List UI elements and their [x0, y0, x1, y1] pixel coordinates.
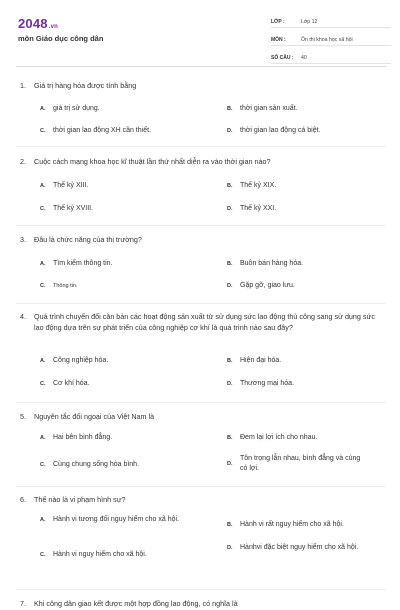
option-text: Thế kỷ XXI. — [240, 205, 277, 212]
option-letter: C. — [40, 381, 46, 387]
option-letter: A. — [40, 435, 46, 441]
logo-domain: .vn — [48, 24, 59, 30]
option-text: Gặp gỡ, giao lưu. — [240, 282, 295, 289]
option-b[interactable] — [227, 181, 392, 191]
option-text: Thế kỷ XIX. — [240, 182, 277, 189]
option-a[interactable] — [40, 356, 200, 366]
meta-key: LỚP : — [271, 19, 285, 25]
question-text: Cuộc cách mạng khoa học kĩ thuật lần thứ nhất diễn ra vào thời gian nào? — [34, 157, 271, 166]
option-letter: D. — [227, 206, 233, 212]
option-b[interactable] — [227, 520, 392, 530]
option-text: Cùng chung sống hòa bình. — [53, 461, 140, 468]
question-5 — [16, 403, 386, 487]
question-number: 5. — [20, 412, 26, 421]
question-number: 1. — [20, 81, 26, 90]
site-logo[interactable] — [18, 16, 58, 31]
meta-subject — [271, 32, 391, 46]
option-text: Hiện đại hóa. — [240, 357, 282, 364]
question-text: Đâu là chức năng của thị trường? — [34, 235, 142, 244]
option-b[interactable] — [227, 433, 392, 443]
subject-title: môn Giáo dục công dân — [18, 34, 104, 43]
question-stem — [20, 234, 378, 245]
option-c[interactable] — [40, 281, 200, 291]
option-letter: A. — [40, 183, 46, 189]
option-a[interactable] — [40, 104, 200, 114]
option-letter: B. — [227, 261, 233, 267]
option-text: Công nghiệp hóa. — [53, 357, 109, 364]
option-a[interactable] — [40, 259, 200, 269]
question-text: Giá trị hàng hóa được tính bằng — [34, 81, 137, 90]
question-stem — [20, 80, 378, 91]
option-letter: A. — [40, 358, 46, 364]
option-letter: C. — [40, 283, 46, 289]
logo-text: 2048 — [18, 16, 48, 31]
option-letter: B. — [227, 183, 233, 189]
option-letter: B. — [227, 106, 233, 112]
option-c[interactable] — [40, 460, 200, 470]
question-number: 7. — [20, 599, 26, 608]
option-b[interactable] — [227, 259, 392, 269]
question-text: Thế nào là vi phạm hình sự? — [34, 495, 126, 504]
question-number: 2. — [20, 157, 26, 166]
question-7 — [16, 590, 386, 610]
option-letter: A. — [40, 517, 46, 523]
option-text: Thế kỷ XVIII. — [53, 205, 94, 212]
option-letter: C. — [40, 462, 46, 468]
option-text: thời gian lao động XH cần thiết. — [53, 127, 151, 134]
option-letter: A. — [40, 261, 46, 267]
option-text: Buôn bán hàng hóa. — [240, 260, 304, 267]
option-d[interactable] — [227, 543, 392, 553]
option-a[interactable] — [40, 433, 200, 443]
option-letter: B. — [227, 435, 233, 441]
option-letter: D. — [227, 381, 233, 387]
question-number: 4. — [20, 312, 26, 321]
option-letter: D. — [227, 545, 233, 551]
question-6 — [16, 487, 386, 590]
option-d[interactable] — [227, 281, 392, 291]
option-b[interactable] — [227, 104, 392, 114]
option-letter: D. — [227, 461, 233, 467]
option-text: Tìm kiếm thông tin. — [53, 260, 113, 267]
option-letter: C. — [40, 552, 46, 558]
option-c[interactable] — [40, 204, 200, 214]
option-letter: D. — [227, 283, 233, 289]
question-stem — [20, 311, 378, 333]
meta-key: SỐ CÂU : — [271, 55, 294, 61]
question-stem — [20, 411, 378, 422]
question-text: Quá trình chuyển đổi căn bản các hoạt động sản xuất từ sử dụng sức lao động thủ công sang sử dụng sức lao động dựa trên sự phát triển của công nghiệp cơ khí là quá trình nào sau đây? — [34, 312, 375, 332]
option-text: Hànhvi đặc biệt nguy hiểm cho xã hội. — [240, 544, 359, 551]
meta-value: Ôn thi khoa học xã hội — [301, 37, 353, 43]
question-3 — [16, 226, 386, 304]
option-letter: B. — [227, 522, 233, 528]
question-2 — [16, 147, 386, 226]
option-text: Hành vi rất nguy hiểm cho xã hội. — [240, 521, 344, 528]
option-text: thời gian lao động cá biệt. — [240, 127, 321, 134]
option-a[interactable] — [40, 515, 205, 525]
option-text: Cơ khí hóa. — [53, 380, 90, 387]
exam-meta — [271, 14, 391, 68]
option-c[interactable] — [40, 126, 200, 136]
option-d[interactable] — [227, 454, 362, 474]
option-letter: C. — [40, 128, 46, 134]
option-text: Thế kỷ XIII. — [53, 182, 89, 189]
question-number: 6. — [20, 495, 26, 504]
option-text: Hai bên bình đẳng. — [53, 434, 113, 441]
meta-count — [271, 50, 391, 64]
option-d[interactable] — [227, 379, 392, 389]
option-text: Hành vi nguy hiểm cho xã hội. — [53, 551, 147, 558]
question-stem — [20, 156, 378, 167]
question-text: Nguyên tắc đối ngoại của Việt Nam là — [34, 412, 155, 421]
option-d[interactable] — [227, 126, 392, 136]
option-text: thời gian sản xuất. — [240, 105, 298, 112]
exam-header — [16, 0, 386, 67]
meta-key: MÔN : — [271, 37, 286, 43]
option-letter: B. — [227, 358, 233, 364]
option-letter: C. — [40, 206, 46, 212]
option-text: Hành vi tương đối nguy hiểm cho xã hội. — [53, 516, 180, 523]
option-c[interactable] — [40, 379, 200, 389]
option-d[interactable] — [227, 204, 392, 214]
question-4 — [16, 304, 386, 403]
question-stem — [20, 494, 378, 505]
option-text: giá trị sử dụng. — [53, 105, 100, 112]
option-letter: A. — [40, 106, 46, 112]
option-letter: D. — [227, 128, 233, 134]
option-text: Đem lại lợi ích cho nhau. — [240, 434, 318, 441]
option-b[interactable] — [227, 356, 392, 366]
meta-value: Lớp 12 — [301, 19, 318, 25]
question-number: 3. — [20, 235, 26, 244]
meta-value: 40 — [301, 55, 307, 61]
meta-class — [271, 14, 391, 28]
option-text: Thông tin. — [53, 283, 78, 289]
option-c[interactable] — [40, 550, 200, 560]
question-text: Khi công dân giao kết được một hợp đồng lao động, có nghĩa là — [34, 599, 238, 608]
option-text: Tôn trọng lẫn nhau, bình đẳng và cùng có lợi. — [240, 455, 361, 472]
option-a[interactable] — [40, 181, 200, 191]
option-text: Thương mại hóa. — [240, 380, 295, 387]
question-1 — [16, 67, 386, 147]
